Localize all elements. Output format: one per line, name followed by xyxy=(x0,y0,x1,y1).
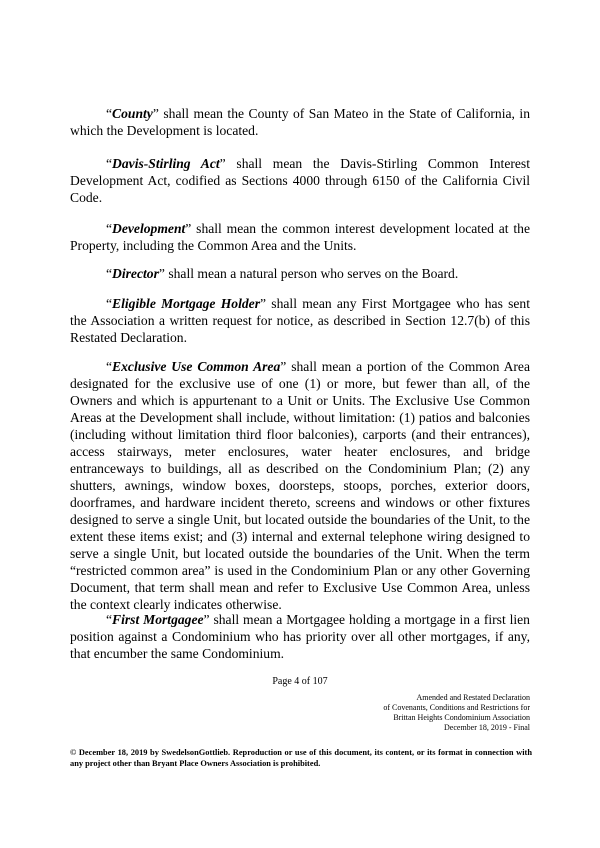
defined-term: County xyxy=(112,106,153,121)
page-number: Page 4 of 107 xyxy=(272,676,328,687)
definition-director: “Director” shall mean a natural person who serves on the Board. xyxy=(106,266,459,281)
definition-first-mortgagee: “First Mortgagee” shall mean a Mortgagee holding a mortgage in a first lien position against a Condominium who has priority over all other mortgages, if any, that encumber the same Condominium. xyxy=(70,612,530,661)
footer-line: of Covenants, Conditions and Restrictions for xyxy=(383,703,530,712)
defined-term: Eligible Mortgage Holder xyxy=(112,296,260,311)
definition-eligible-mortgage-holder: “Eligible Mortgage Holder” shall mean any First Mortgagee who has sent the Association a written request for notice, as described in Section 12.7(b) of this Restated Declaration. xyxy=(70,296,531,345)
defined-term: Davis-Stirling Act xyxy=(112,156,220,171)
definition-text: shall mean a portion of the Common Area designated for the exclusive use of one (1) or more, but fewer than all, of the Owners and which is appurtenant to a Unit or Units. The Exclusive Use Common Areas at the Development shall include, without limitation: (1) patios and balconies (including without limitation third floor balconies), carports (and their entrances), access stairways, meter enclosures, water heater enclosures, and bridge entranceways to buildings, all as described on the Condominium Plan; (2) any shutters, awnings, window boxes, doorsteps, stoops, porches, exterior doors, doorframes, and hardware incident thereto, screens and windows or other fixtures designed to serve a single Unit, but located outside the boundaries of the Unit, to the extent these items exist; and (3) internal and external telephone wiring designed to serve a single Unit, but located outside the boundaries of the Unit. When the term “restricted common area” is used in the Condominium Plan or any other Governing Document, that term shall mean and refer to Exclusive Use Common Area, unless the context clearly indicates otherwise. xyxy=(70,359,530,612)
footer-line: Amended and Restated Declaration xyxy=(416,693,530,702)
definition-development: “Development” shall mean the common interest development located at the Property, including the Common Area and the Units. xyxy=(70,221,530,253)
defined-term: Director xyxy=(112,266,159,281)
defined-term: Exclusive Use Common Area xyxy=(112,359,281,374)
definition-county: “County” shall mean the County of San Mateo in the State of California, in which the Development is located. xyxy=(70,106,530,138)
definition-text: shall mean a Mortgagee holding a mortgage in a first lien position against a Condominium who has priority over all other mortgages, if any, that encumber the same Condominium. xyxy=(70,612,530,661)
footer-line: Brittan Heights Condominium Association xyxy=(393,713,530,722)
footer-line: December 18, 2019 - Final xyxy=(444,723,530,732)
document-footer xyxy=(383,693,530,733)
definition-text: shall mean the common interest development located at the Property, including the Common Area and the Units. xyxy=(70,221,530,253)
defined-term: First Mortgagee xyxy=(112,612,204,627)
copyright-notice: © December 18, 2019 by SwedelsonGottlieb. Reproduction or use of this document, its content, or its format in connection with any project other than Bryant Place Owners Association is prohibited. xyxy=(70,748,532,768)
defined-term: Development xyxy=(112,221,186,236)
definition-text: shall mean the County of San Mateo in the State of California, in which the Development is located. xyxy=(70,106,530,138)
definition-text: shall mean a natural person who serves on the Board. xyxy=(164,266,459,281)
definition-text: shall mean the Davis-Stirling Common Interest Development Act, codified as Sections 4000 through 6150 of the California Civil Code. xyxy=(70,156,530,205)
definition-exclusive-use-common-area: “Exclusive Use Common Area” shall mean a portion of the Common Area designated for the exclusive use of one (1) or more, but fewer than all, of the Owners and which is appurtenant to a Unit or Units. The Exclusive Use Common Areas at the Development shall include, without limitation: (1) patios and balconies (including without limitation third floor balconies), carports (and their entrances), access stairways, meter enclosures, water heater enclosures, and bridge entranceways to buildings, all as described on the Condominium Plan; (2) any shutters, awnings, window boxes, doorsteps, stoops, porches, exterior doors, doorframes, and hardware incident thereto, screens and windows or other fixtures designed to serve a single Unit, but located outside the boundaries of the Unit, to the extent these items exist; and (3) internal and external telephone wiring designed to serve a single Unit, but located outside the boundaries of the Unit. When the term “restricted common area” is used in the Condominium Plan or any other Governing Document, that term shall mean and refer to Exclusive Use Common Area, unless the context clearly indicates otherwise. xyxy=(70,359,530,612)
definition-text: shall mean any First Mortgagee who has sent the Association a written request for notice, as described in Section 12.7(b) of this Restated Declaration. xyxy=(70,296,531,345)
definition-davis-stirling-act: “Davis-Stirling Act” shall mean the Davis-Stirling Common Interest Development Act, codified as Sections 4000 through 6150 of the California Civil Code. xyxy=(70,156,530,205)
